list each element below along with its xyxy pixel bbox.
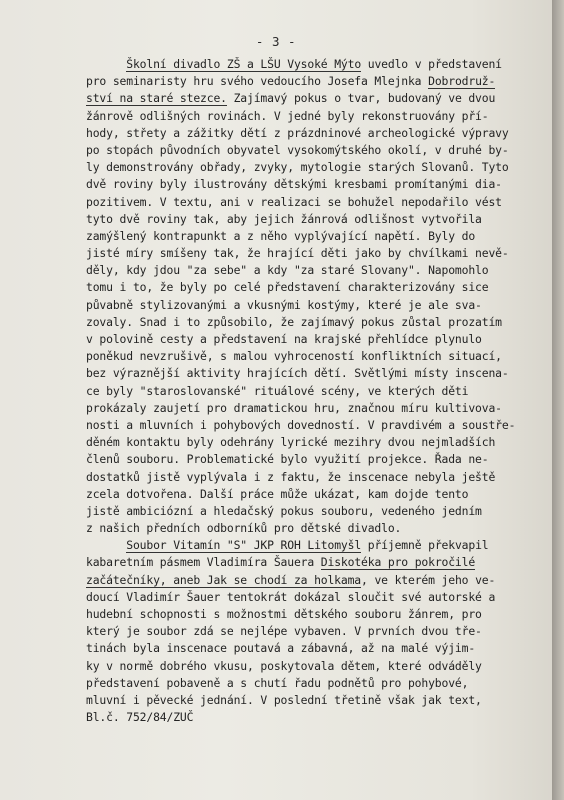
text-line: [86, 658, 556, 675]
text-line: [86, 142, 556, 159]
underlined-text: Školní divadlo ZŠ a LŠU Vysoké Mýto: [126, 57, 362, 71]
text-line: [86, 348, 556, 365]
text-segment: příjemně překvapil: [361, 538, 489, 553]
text-segment: dostatků jistě vyplývala i z faktu, že inscenace nebyla ještě: [86, 469, 496, 484]
text-line: [86, 486, 556, 503]
text-segment: mluvní i pěvecké jednání. V poslední třetině však jak text,: [86, 692, 482, 707]
underlined-text: Dobrodruž-: [428, 74, 496, 89]
text-line: [86, 572, 556, 589]
text-line: [86, 56, 556, 73]
text-line: [86, 554, 556, 571]
text-line: [86, 503, 556, 520]
text-segment: , ve kterém jeho ve-: [361, 572, 496, 587]
text-segment: [86, 57, 126, 71]
text-segment: nosti a mluvních i pohybových dovedností. V pravdivém a soustře-: [86, 417, 516, 432]
text-segment: jisté míry smíšeny tak, že hrající děti jako by chvílkami nevě-: [86, 246, 509, 261]
text-line: [86, 245, 556, 262]
text-segment: tinách byla inscenace poutavá a zábavná, až na malé výjim-: [86, 641, 476, 656]
underlined-text: Soubor Vitamín "S" JKP ROH Litomyšl: [126, 538, 362, 553]
text-segment: prokázaly zaujetí pro dramatickou hru, značnou míru kultivova-: [86, 400, 502, 415]
text-line: [86, 297, 556, 314]
text-segment: zamýšlený kontrapunkt a z něho vyplývající napětí. Byly do: [86, 228, 476, 243]
text-segment: ly demonstrovány obřady, zvyky, mytologie starých Slovanů. Tyto: [86, 160, 509, 175]
text-line: [86, 675, 556, 692]
text-segment: který je soubor zdá se nejlépe vybaven. V prvních dvou tře-: [86, 624, 482, 639]
page-number: - 3 -: [255, 34, 297, 49]
text-segment: členů souboru. Problematické bylo využití projekce. Řada ne-: [86, 452, 489, 467]
text-line: [86, 159, 556, 176]
text-line: [86, 640, 556, 657]
text-segment: z našich předních odborníků pro dětské divadlo.: [86, 521, 402, 536]
text-segment: hudební schopnosti s možnostmi dětského souboru žánrem, pro: [86, 607, 482, 621]
text-line: [86, 331, 556, 348]
text-line: [86, 400, 556, 417]
text-segment: žánrově odlišných rovinách. V jedné byly rekonstruovány pří-: [86, 108, 489, 123]
text-segment: pro seminaristy hru svého vedoucího Josefa Mlejnka: [86, 74, 429, 89]
text-line: [86, 451, 556, 468]
text-segment: jistě ambiciózní a hledačský pokus souboru, vedeného jedním: [86, 503, 482, 518]
text-line: [86, 90, 556, 107]
text-line: [86, 365, 556, 382]
text-segment: ce byly "staroslovanské" rituálové scény, ve kterých děti: [86, 383, 469, 398]
text-segment: tomu i to, že byly po celé představení charakterizovány sice: [86, 280, 489, 295]
text-segment: ky v normě dobrého vkusu, poskytovala dětem, které odváděly: [86, 658, 482, 673]
text-segment: hody, střety a zážitky dětí z prázdninové archeologické výpravy: [86, 125, 509, 140]
text-line: [86, 709, 556, 726]
text-segment: děly, kdy jdou "za sebe" a kdy "za staré Slovany". Napomohlo: [86, 263, 489, 278]
text-line: [86, 589, 556, 606]
text-line: [86, 434, 556, 451]
underlined-text: Diskotéka pro pokročilé: [320, 555, 476, 570]
text-line: [86, 606, 556, 623]
text-segment: Zajímavý pokus o tvar, budovaný ve dvou: [226, 91, 496, 106]
text-line: [86, 383, 556, 400]
text-line: [86, 108, 556, 125]
paper-edge: [552, 0, 564, 800]
underlined-text: začátečníky, aneb Jak se chodí za holkama: [86, 572, 362, 587]
text-line: [86, 692, 556, 709]
text-line: [86, 279, 556, 296]
text-line: [86, 417, 556, 434]
text-segment: zovaly. Snad i to způsobilo, že zajímavý pokus zůstal prozatím: [86, 314, 502, 329]
text-line: [86, 228, 556, 245]
text-line: [86, 262, 556, 279]
text-segment: [86, 538, 126, 552]
underlined-text: ství na staré stezce.: [86, 91, 227, 106]
text-segment: děném kontaktu byly odehrány lyrické mezihry dvou nejmladších: [86, 435, 496, 450]
text-segment: uvedlo v představení: [361, 57, 502, 71]
text-line: [86, 125, 556, 142]
text-segment: tyto dvě roviny tak, aby jejich žánrová odlišnost vytvořila: [86, 211, 482, 226]
text-segment: doucí Vladimír Šauer tentokrát dokázal sloučit své autorské a: [86, 589, 496, 604]
text-line: [86, 314, 556, 331]
text-segment: kabaretním pásmem Vladimíra Šauera: [86, 555, 321, 570]
text-line: [86, 194, 556, 211]
text-segment: půvabně stylizovanými a vkusnými kostýmy, které je ale sva-: [86, 297, 482, 312]
text-segment: zcela dotvořena. Další práce může ukázat, kam dojde tento: [86, 486, 469, 501]
text-line: [86, 537, 556, 554]
text-segment: představení pobaveně a s chutí řadu podnětů pro pohybové,: [86, 675, 469, 690]
text-line: [86, 211, 556, 228]
text-line: [86, 469, 556, 486]
text-segment: dvě roviny byly ilustrovány dětskými kresbami promítanými dia-: [86, 177, 502, 192]
text-segment: bez výraznější aktivity hrajících dětí. Světlými místy inscena-: [86, 366, 509, 381]
document-body: [86, 56, 556, 726]
text-line: [86, 73, 556, 90]
text-segment: pozitivem. V textu, ani v realizaci se bohužel nepodařilo vést: [86, 194, 502, 209]
text-segment: v polovině cesty a představení na krajské přehlídce plynulo: [86, 332, 482, 346]
text-line: [86, 623, 556, 640]
text-segment: po stopách původních obyvatel vysokomýtského okolí, v druhé by-: [86, 142, 509, 157]
text-line: [86, 520, 556, 537]
text-line: [86, 176, 556, 193]
text-segment: Bl.č. 752/84/ZUČ: [86, 710, 194, 725]
text-segment: poněkud nevzrušivě, s malou vyhroceností konfliktních situací,: [86, 349, 502, 364]
